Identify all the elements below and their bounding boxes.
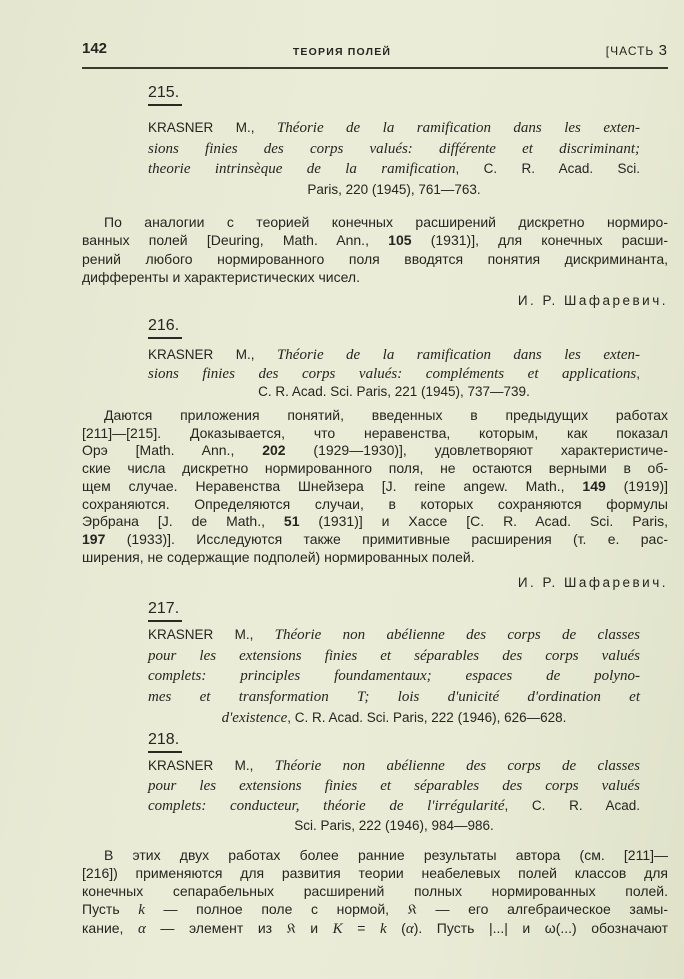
text-line [82, 846, 668, 864]
part-label [606, 42, 668, 60]
page-number: 142 [82, 40, 108, 57]
text-line [148, 646, 640, 667]
text: ванных полей [Deuring, Math. Ann., [82, 232, 389, 249]
italic-text: K [332, 921, 343, 938]
text: KRASNER M., [148, 758, 275, 773]
text-line [148, 383, 640, 401]
text: KRASNER M., [148, 347, 277, 362]
text: C. R. Acad. Sci. Paris, 221 (1945), 737—739. [258, 384, 530, 400]
text: , C. R. Acad. Sci. Paris, 222 (1946), 626—628. [287, 709, 567, 725]
text: ские числа дискретно нормированного поля, не остаются верными в об- [82, 460, 668, 477]
text-line [148, 756, 640, 776]
text: (1929—1930)], удовлетворяют характеристиче- [285, 442, 669, 459]
reviewer-signature: И. Р. Шафаревич. [517, 293, 668, 308]
text-line [148, 666, 640, 687]
text-line [82, 442, 668, 460]
text-line [82, 478, 668, 496]
text-line [82, 919, 668, 938]
citation [148, 625, 640, 729]
text-line [82, 900, 668, 919]
entry-number: 216. [148, 317, 180, 334]
italic-text: α [405, 921, 414, 938]
part-number: 3 [658, 42, 668, 59]
part-label-text: [ЧАСТЬ [605, 44, 655, 58]
italic-text: Théorie de la ramification dans les exten- [276, 347, 640, 363]
text: (1931)] и Хассе [C. R. Acad. Sci. Paris, [299, 513, 668, 530]
italic-text: pour les extensions finies et séparables des corps valués [148, 778, 640, 795]
text-line [82, 864, 668, 882]
entry-number: 218. [148, 731, 180, 748]
text: KRASNER M., [148, 627, 275, 642]
bold-text: 51 [283, 513, 300, 530]
italic-text: k [138, 902, 145, 919]
text: Орэ [Math. Ann., [82, 442, 263, 459]
italic-text: mes et transformation T; lois d'unicité d'ordination et [148, 689, 640, 706]
text-line [82, 496, 668, 514]
text-line [82, 531, 668, 549]
text: ( [386, 920, 406, 937]
entry-number: 217. [148, 600, 180, 617]
text: Даются приложения понятий, введенных в предыдущих работах [104, 407, 668, 423]
citation [148, 346, 640, 401]
text-line [82, 425, 668, 443]
text: (1933)]. Исследуются также примитивные расширения (т. е. рас- [105, 530, 668, 547]
text: [216]) применяются для развития теории неабелевых полей классов для [82, 865, 668, 882]
text-line [82, 513, 668, 531]
text: ). Пусть |...| и ω(...) обозначают [413, 920, 668, 937]
text: сохраняются. Определяются случаи, в которых сохраняются формулы [82, 495, 668, 512]
text-line [148, 776, 640, 796]
text-line [148, 816, 640, 835]
text: , [636, 365, 640, 381]
entry-number: 215. [148, 84, 180, 101]
bold-text: 149 [582, 477, 606, 494]
text-line [148, 159, 640, 180]
text-line [148, 796, 640, 816]
text: Эрбрана [J. de Math., [82, 513, 284, 530]
italic-text: Théorie non abélienne des corps de classes [274, 758, 641, 774]
abstract-paragraph [82, 213, 668, 286]
text-line [82, 882, 668, 900]
text-line [148, 365, 640, 384]
text-line [82, 231, 668, 249]
text-line [82, 268, 668, 286]
text-line [148, 118, 640, 139]
text: — элемент из 𝔎 и [145, 920, 333, 937]
abstract-paragraph [82, 846, 668, 938]
text-line [148, 139, 640, 160]
text: , C. R. Acad. [504, 798, 641, 814]
citation [148, 118, 640, 199]
text: рений любого нормированного поля вводятся понятия дискриминанта, [82, 250, 668, 267]
italic-text: sions finies des corps valués: compléments et applications [148, 365, 637, 382]
italic-text: complets: conducteur, théorie de l'irrégularité [148, 798, 505, 815]
text: конечных сепарабельных расширений полных нормированных полей. [82, 883, 668, 900]
italic-text: α [138, 921, 146, 938]
bold-text: 197 [82, 530, 106, 547]
text-line [82, 213, 668, 231]
text-line [82, 549, 668, 567]
text: — полное поле с нормой, 𝔎 — его алгебраическое замы- [144, 901, 668, 918]
abstract-paragraph [82, 407, 668, 566]
italic-text: k [379, 921, 387, 938]
text-line [148, 625, 640, 646]
text-line [148, 708, 640, 729]
bold-text: 105 [388, 232, 412, 249]
text: Paris, 220 (1945), 761—763. [307, 181, 481, 197]
text: В этих двух работах более ранние результаты автора (см. [211]— [104, 847, 668, 863]
text-line [82, 407, 668, 425]
text: [211]—[215]. Доказывается, что неравенства, которым, как показал [82, 424, 668, 441]
text: (1931)], для конечных расши- [411, 232, 668, 249]
text: Пусть [82, 901, 139, 918]
italic-text: d'existence [221, 709, 288, 726]
reviewer-signature: И. Р. Шафаревич. [517, 575, 668, 590]
text: щем случае. Неравенства Шнейзера [J. reine angew. Math., [82, 477, 583, 494]
text-line [148, 180, 640, 200]
italic-text: pour les extensions finies et séparables des corps valués [148, 647, 640, 664]
text-line [82, 250, 668, 268]
text: , C. R. Acad. Sci. [455, 161, 640, 177]
italic-text: Théorie de la ramification dans les exten- [276, 120, 640, 136]
text: KRASNER M., [148, 120, 277, 135]
text-line [82, 460, 668, 478]
running-title: ТЕОРИЯ ПОЛЕЙ [292, 46, 392, 58]
italic-text: theorie intrinsèque de la ramification [148, 161, 456, 178]
text-line [148, 687, 640, 708]
header-rule [82, 67, 668, 69]
text: = [342, 920, 380, 937]
text: По аналогии с теорией конечных расширений дискретно нормиро- [104, 214, 668, 230]
text: (1919)] [605, 477, 668, 494]
italic-text: sions finies des corps valués: différente et discriminant; [148, 140, 640, 157]
citation [148, 756, 640, 835]
text: Sci. Paris, 222 (1946), 984—986. [294, 818, 494, 834]
italic-text: Théorie non abélienne des corps de classes [274, 627, 641, 643]
text-line [148, 346, 640, 365]
text: ширения, не содержащие подполей) нормированных полей. [82, 548, 475, 565]
italic-text: complets: principles foundamentaux; espaces de polyno- [148, 668, 640, 685]
text: кание, [82, 920, 138, 937]
text: дифференты и характеристических чисел. [82, 268, 360, 285]
bold-text: 202 [262, 442, 286, 459]
